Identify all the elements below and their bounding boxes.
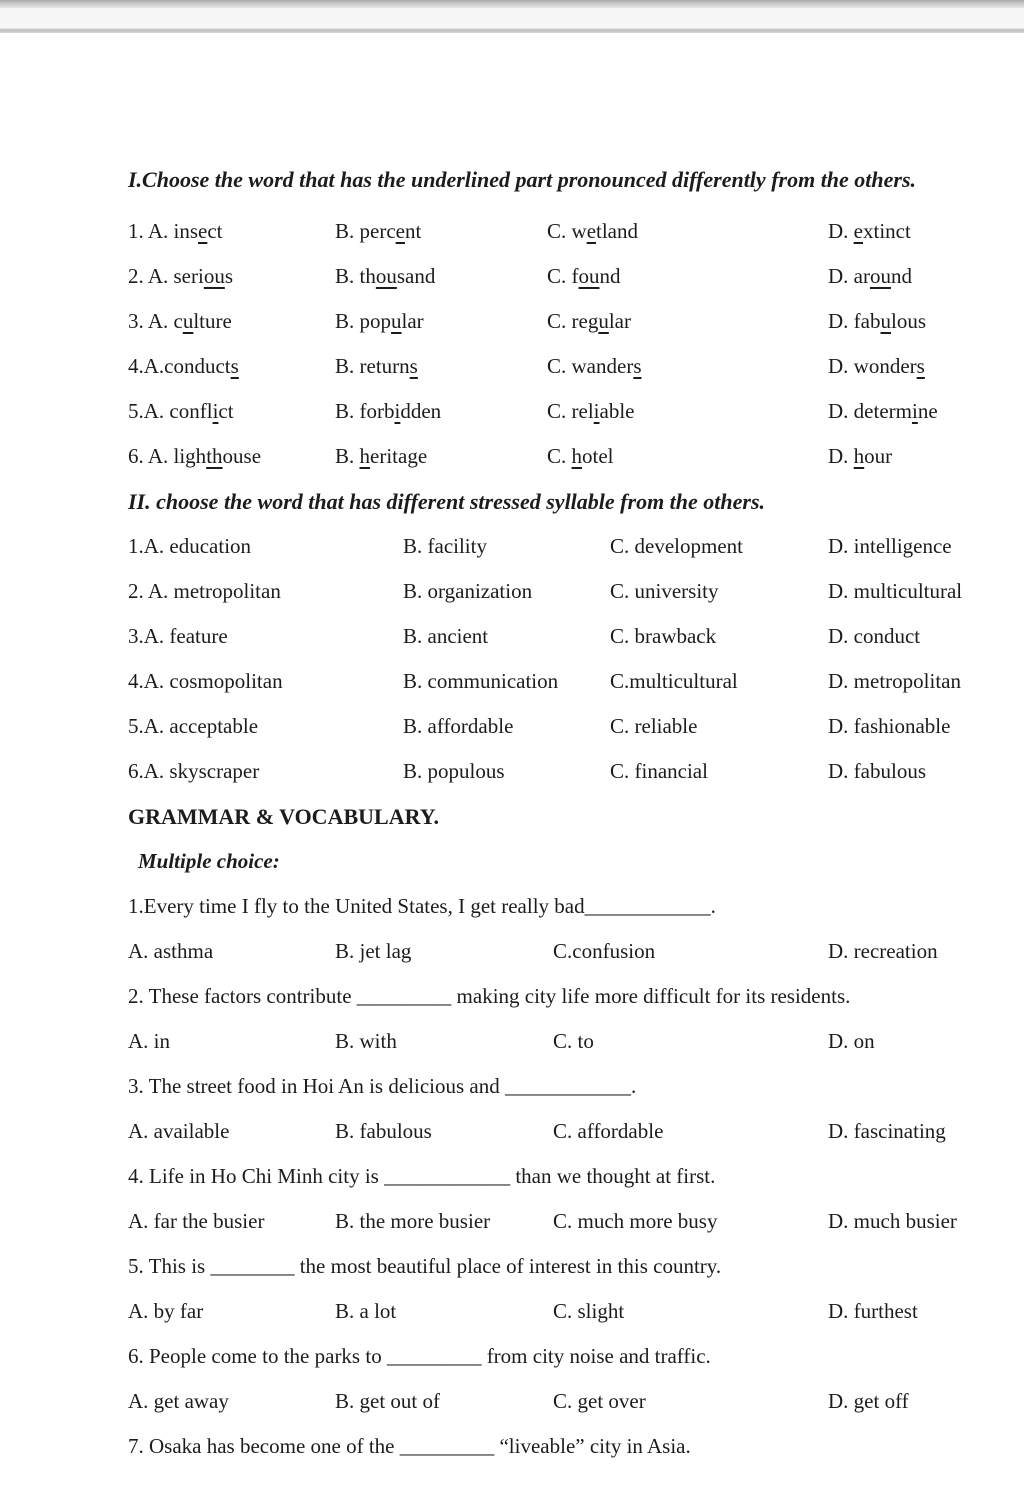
section-i-heading: I.Choose the word that has the underlined part pronounced differently from the others. <box>128 167 917 192</box>
option-b: B. forbidden <box>335 399 442 423</box>
option-c: C. wanders <box>547 354 642 378</box>
section-ii-heading: II. choose the word that has different stressed syllable from the others. <box>128 489 766 514</box>
option-b: B. popular <box>335 309 424 333</box>
toolbar-strip <box>0 8 1024 28</box>
option-d: D. extinct <box>828 219 911 243</box>
option-b: B. a lot <box>335 1299 397 1323</box>
pron-question-2 <box>128 254 1000 299</box>
stress-question-6 <box>128 749 1000 794</box>
option-b: B. returns <box>335 354 418 378</box>
window-chrome <box>0 0 1024 33</box>
option-a: 1.A. education <box>128 534 252 558</box>
option-d: D. fascinating <box>828 1119 946 1143</box>
option-a: A. far the busier <box>128 1209 265 1233</box>
chrome-top-bar <box>0 0 1024 8</box>
option-c: C.multicultural <box>610 669 738 693</box>
option-c: C. reliable <box>610 714 698 738</box>
stress-question-5 <box>128 704 1000 749</box>
stress-question-2 <box>128 569 1000 614</box>
stress-question-3 <box>128 614 1000 659</box>
option-d: D. much busier <box>828 1209 957 1233</box>
option-a: 2. A. metropolitan <box>128 579 281 603</box>
option-b: B. thousand <box>335 264 436 288</box>
option-d: D. hour <box>828 444 893 468</box>
pron-question-1 <box>128 209 1000 254</box>
option-a: 3. A. culture <box>128 309 232 333</box>
document-page <box>0 33 1024 1469</box>
option-d: D. intelligence <box>828 534 952 558</box>
option-a: 5.A. acceptable <box>128 714 259 738</box>
option-d: D. fabulous <box>828 309 926 333</box>
option-c: C. much more busy <box>553 1209 718 1233</box>
grammar-question-2-options <box>128 1019 1000 1064</box>
option-d: D. multicultural <box>828 579 963 603</box>
grammar-question-1-text: 1.Every time I fly to the United States, I get really bad____________. <box>128 894 716 918</box>
option-a: A. in <box>128 1029 170 1053</box>
grammar-question-3-text: 3. The street food in Hoi An is delicious and ____________. <box>128 1074 637 1098</box>
grammar-question-3-options <box>128 1109 1000 1154</box>
option-b: B. fabulous <box>335 1119 432 1143</box>
grammar-question-6-options <box>128 1379 1000 1424</box>
option-b: B. with <box>335 1029 397 1053</box>
stress-question-1 <box>128 524 1000 569</box>
option-a: A. get away <box>128 1389 229 1413</box>
option-a: 4.A. cosmopolitan <box>128 669 283 693</box>
option-b: B. jet lag <box>335 939 412 963</box>
option-c: C. to <box>553 1029 594 1053</box>
option-d: D. wonders <box>828 354 925 378</box>
option-b: B. get out of <box>335 1389 440 1413</box>
option-a: A. asthma <box>128 939 214 963</box>
grammar-question-5-text: 5. This is ________ the most beautiful place of interest in this country. <box>128 1254 722 1278</box>
option-c: C. found <box>547 264 621 288</box>
option-b: B. percent <box>335 219 422 243</box>
grammar-question-4-options <box>128 1199 1000 1244</box>
option-a: A. available <box>128 1119 230 1143</box>
option-b: B. organization <box>403 579 533 603</box>
option-d: D. around <box>828 264 912 288</box>
option-a: 6. A. lighthouse <box>128 444 262 468</box>
option-a: 2. A. serious <box>128 264 234 288</box>
option-a: 1. A. insect <box>128 219 223 243</box>
option-a: A. by far <box>128 1299 204 1323</box>
grammar-heading: GRAMMAR & VOCABULARY. <box>128 804 440 829</box>
pron-question-4 <box>128 344 1000 389</box>
option-c: C. financial <box>610 759 708 783</box>
option-b: B. facility <box>403 534 487 558</box>
option-a: 5.A. conflict <box>128 399 234 423</box>
pron-question-5 <box>128 389 1000 434</box>
option-c: C. hotel <box>547 444 614 468</box>
option-d: D. fashionable <box>828 714 951 738</box>
section-pronunciation <box>128 164 1000 479</box>
option-b: B. populous <box>403 759 505 783</box>
option-d: D. furthest <box>828 1299 918 1323</box>
section-stress <box>128 479 1000 794</box>
option-c: C.confusion <box>553 939 656 963</box>
option-c: C. brawback <box>610 624 717 648</box>
option-b: B. the more busier <box>335 1209 491 1233</box>
option-c: C. regular <box>547 309 631 333</box>
option-c: C. affordable <box>553 1119 664 1143</box>
pron-question-6 <box>128 434 1000 479</box>
option-b: B. communication <box>403 669 559 693</box>
option-d: D. conduct <box>828 624 921 648</box>
grammar-question-1-options <box>128 929 1000 974</box>
stress-question-4 <box>128 659 1000 704</box>
grammar-question-4-text: 4. Life in Ho Chi Minh city is ____________ than we thought at first. <box>128 1164 716 1188</box>
grammar-question-2-text: 2. These factors contribute _________ making city life more difficult for its residents. <box>128 984 851 1008</box>
grammar-question-5-options <box>128 1289 1000 1334</box>
option-b: B. ancient <box>403 624 489 648</box>
option-a: 3.A. feature <box>128 624 228 648</box>
option-c: C. get over <box>553 1389 646 1413</box>
multiple-choice-subheading: Multiple choice: <box>138 849 280 873</box>
option-c: C. reliable <box>547 399 635 423</box>
option-c: C. university <box>610 579 719 603</box>
option-d: D. metropolitan <box>828 669 961 693</box>
option-d: D. fabulous <box>828 759 926 783</box>
grammar-question-6-text: 6. People come to the parks to _________ from city noise and traffic. <box>128 1344 711 1368</box>
option-d: D. recreation <box>828 939 938 963</box>
option-c: C. development <box>610 534 743 558</box>
pron-question-3 <box>128 299 1000 344</box>
grammar-question-7-text: 7. Osaka has become one of the _________ “liveable” city in Asia. <box>128 1434 691 1458</box>
option-d: D. on <box>828 1029 875 1053</box>
option-d: D. determine <box>828 399 938 423</box>
option-a: 6.A. skyscraper <box>128 759 260 783</box>
option-c: C. wetland <box>547 219 639 243</box>
option-b: B. affordable <box>403 714 514 738</box>
option-a: 4.A.conducts <box>128 354 239 378</box>
section-grammar-vocabulary <box>128 794 1000 1469</box>
option-c: C. slight <box>553 1299 625 1323</box>
option-b: B. heritage <box>335 444 428 468</box>
option-d: D. get off <box>828 1389 909 1413</box>
